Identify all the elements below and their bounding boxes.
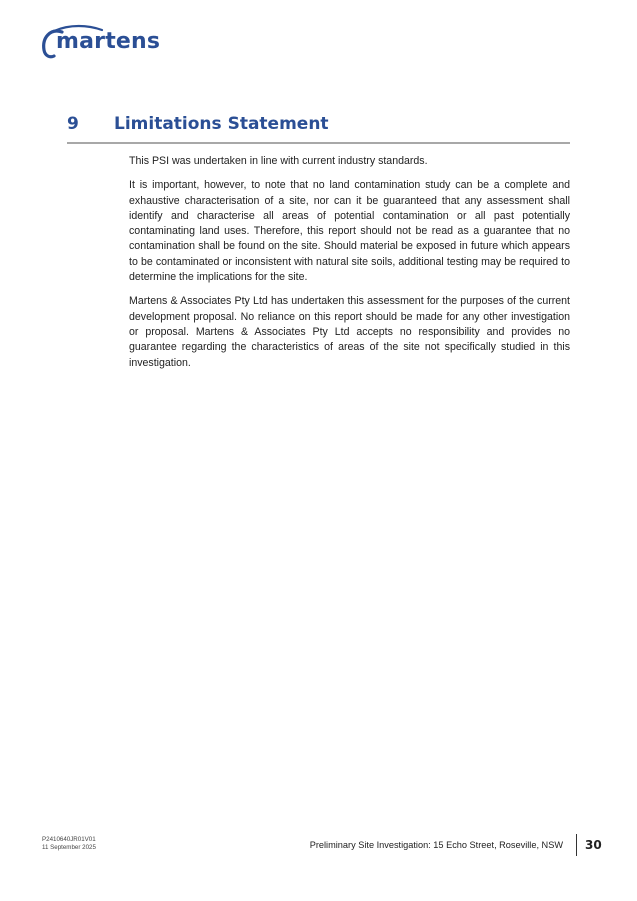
section-number: 9 [67, 114, 79, 134]
footer-divider [576, 834, 577, 856]
footer-reference: P2410640JR01V01 [42, 836, 96, 843]
footer-reference-block [42, 836, 96, 852]
martens-logo [40, 22, 160, 64]
section-body [129, 154, 570, 380]
heading-divider [67, 142, 570, 144]
paragraph: Martens & Associates Pty Ltd has undertaken this assessment for the purposes of the current development proposal. No reliance on this report should be made for any other investigation or proposal. Martens & Associates Pty Ltd accepts no responsibility and provides no guarantee regarding the characteristics of areas of the site not specifically studied in this investigation. [129, 295, 570, 369]
page-number: 30 [585, 838, 602, 852]
paragraph: This PSI was undertaken in line with current industry standards. [129, 155, 428, 167]
logo-wordmark: martens [56, 29, 161, 54]
footer-document-title: Preliminary Site Investigation: 15 Echo Street, Roseville, NSW [309, 840, 563, 850]
paragraph: It is important, however, to note that no land contamination study can be a complete and exhaustive characterisation of a site, nor can it be guaranteed that any assessment shall identify and characterise all areas of potential contamination or all past potentially contaminating land uses. Therefore, this report should not be read as a guarantee that no contamination shall be found on the site. Should material be exposed in future which appears to be contaminated or inconsistent with natural site soils, additional testing may be required to determine the implications for the site. [129, 179, 570, 284]
section-title: Limitations Statement [114, 114, 329, 134]
footer-date: 11 September 2025 [42, 844, 96, 851]
